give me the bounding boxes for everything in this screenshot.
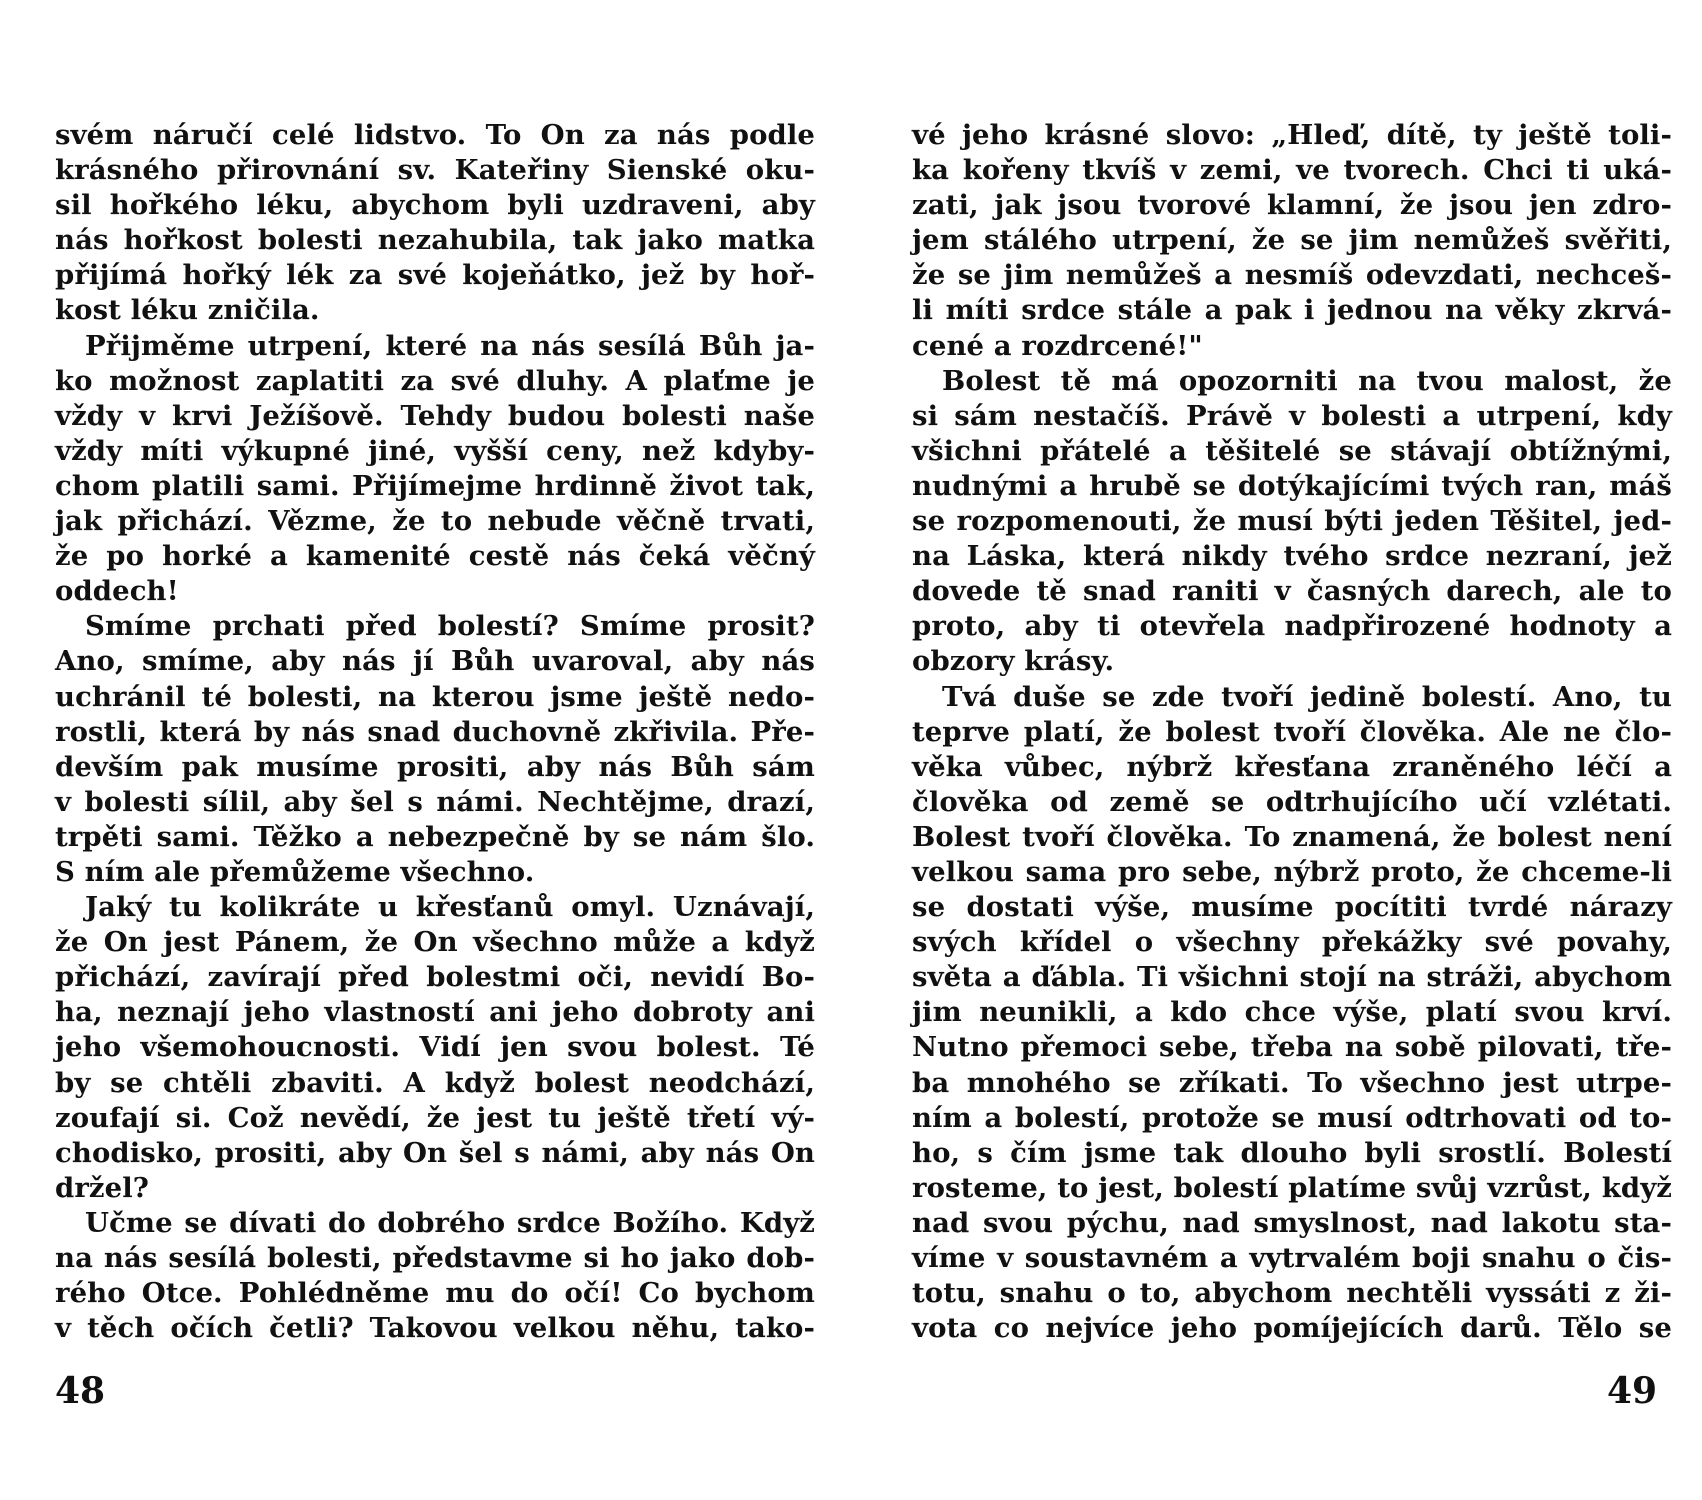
text-line: S ním ale přemůžeme všechno. (55, 855, 535, 888)
text-line: trpěti sami. Těžko a nebezpečně by se nám šlo. (55, 820, 815, 853)
text-line: člověka od země se odtrhujícího učí vzlétati. (912, 785, 1672, 818)
text-line: chodisko, prositi, aby On šel s námi, aby nás On (55, 1136, 815, 1169)
text-line: sil hořkého léku, abychom byli uzdraveni, aby (55, 189, 815, 222)
text-line: rého Otce. Pohlédněme mu do očí! Co bychom (55, 1277, 815, 1310)
text-line: li míti srdce stále a pak i jednou na věky zkrvá- (912, 294, 1672, 327)
text-line: všichni přátelé a těšitelé se stávají obtížnými, (912, 434, 1672, 467)
text-line: ba mnohého se zříkati. To všechno jest utrpe- (912, 1066, 1672, 1099)
text-line: vota co nejvíce jeho pomíjejících darů. Tělo se (912, 1312, 1672, 1345)
text-line: Bolest tvoří člověka. To znamená, že bolest není (912, 820, 1672, 853)
text-line: nudnými a hrubě se dotýkajícími tvých ran, máš (912, 469, 1672, 502)
text-line: svých křídel o všechny překážky své povahy, (912, 926, 1672, 959)
text-line: Přijměme utrpení, které na nás sesílá Bůh ja- (85, 329, 815, 362)
text-line: na Láska, která nikdy tvého srdce nezraní, jež (912, 540, 1672, 573)
text-line: cené a rozdrcené!" (912, 329, 1203, 362)
right-page-number: 49 (1607, 1370, 1658, 1412)
text-line: přijímá hořký lék za své kojeňátko, jež by hoř- (55, 259, 815, 292)
text-line: jeho všemohoucnosti. Vidí jen svou bolest. Té (55, 1031, 815, 1064)
text-line: ko možnost zaplatiti za své dluhy. A plaťme je (55, 364, 815, 397)
text-line: se dostati výše, musíme pocítiti tvrdé nárazy (912, 891, 1672, 924)
text-line: krásného přirovnání sv. Kateřiny Sienské oku- (55, 154, 815, 187)
text-line: svém náručí celé lidstvo. To On za nás podle (55, 119, 815, 151)
right-page-text (912, 118, 1672, 1346)
text-line: ha, neznají jeho vlastností ani jeho dobroty ani (55, 996, 815, 1029)
text-line: by se chtěli zbaviti. A když bolest neodchází, (55, 1066, 815, 1099)
text-line: zati, jak jsou tvorové klamní, že jsou jen zdro- (912, 189, 1672, 222)
text-line: víme v soustavném a vytrvalém boji snahu o čis- (912, 1242, 1672, 1274)
text-line: rosteme, to jest, bolestí platíme svůj vzrůst, když (912, 1171, 1672, 1204)
text-line: ho, s čím jsme tak dlouho byli srostlí. Bolestí (912, 1136, 1672, 1169)
text-line: dovede tě snad raniti v časných darech, ale to (912, 575, 1672, 608)
text-line: věka vůbec, nýbrž křesťana zraněného léčí a (912, 750, 1672, 783)
text-line: nad svou pýchu, nad smyslnost, nad lakotu sta- (912, 1206, 1672, 1239)
text-line: přichází, zavírají před bolestmi oči, nevidí Bo- (55, 961, 815, 994)
text-line: rostli, která by nás snad duchovně zkřivila. Pře- (55, 715, 815, 748)
text-line: Nutno přemoci sebe, třeba na sobě pilovati, tře- (912, 1031, 1672, 1064)
text-line: že On jest Pánem, že On všechno může a když (55, 926, 815, 959)
text-line: Jaký tu kolikráte u křesťanů omyl. Uznávají, (85, 891, 815, 924)
text-line: držel? (55, 1171, 149, 1204)
text-line: si sám nestačíš. Právě v bolesti a utrpení, kdy (912, 399, 1672, 432)
text-line: na nás sesílá bolesti, představme si ho jako dob- (55, 1242, 815, 1274)
text-line: Učme se dívati do dobrého srdce Božího. Když (85, 1206, 815, 1239)
text-line: že po horké a kamenité cestě nás čeká věčný (55, 540, 815, 573)
text-line: velkou sama pro sebe, nýbrž proto, že chceme-li (912, 855, 1672, 888)
text-line: světa a ďábla. Ti všichni stojí na stráži, abychom (912, 961, 1672, 994)
text-line: oddech! (55, 575, 179, 608)
text-line: vždy v krvi Ježíšově. Tehdy budou bolesti naše (55, 399, 815, 432)
left-page (55, 118, 815, 1346)
text-line: Ano, smíme, aby nás jí Bůh uvaroval, aby nás (55, 645, 815, 678)
left-page-number: 48 (55, 1370, 106, 1412)
text-line: totu, snahu o to, abychom nechtěli vyssáti z ži- (912, 1277, 1672, 1310)
text-line: devším pak musíme prositi, aby nás Bůh sám (55, 750, 815, 783)
text-line: uchránil té bolesti, na kterou jsme ještě nedo- (55, 680, 815, 713)
text-line: zoufají si. Což nevědí, že jest tu ještě třetí vý- (55, 1101, 815, 1134)
text-line: proto, aby ti otevřela nadpřirozené hodnoty a (912, 610, 1672, 643)
text-line: vé jeho krásné slovo: „Hleď, dítě, ty ještě toli- (912, 119, 1672, 151)
text-line: jem stálého utrpení, že se jim nemůžeš svěřiti, (912, 224, 1672, 257)
text-line: kost léku zničila. (55, 294, 320, 327)
text-line: jak přichází. Vězme, že to nebude věčně trvati, (55, 505, 815, 538)
left-page-text (55, 118, 815, 1346)
text-line: Bolest tě má opozorniti na tvou malost, že (942, 364, 1672, 397)
text-line: v bolesti sílil, aby šel s námi. Nechtějme, drazí, (55, 785, 815, 818)
text-line: ním a bolestí, protože se musí odtrhovati od to- (912, 1101, 1672, 1134)
right-page (912, 118, 1672, 1346)
text-line: ka kořeny tkvíš v zemi, ve tvorech. Chci ti uká- (912, 154, 1672, 187)
text-line: jim neunikli, a kdo chce výše, platí svou krví. (912, 996, 1672, 1029)
text-line: vždy míti výkupné jiné, vyšší ceny, než kdyby- (55, 434, 815, 467)
text-line: že se jim nemůžeš a nesmíš odevzdati, nechceš- (912, 259, 1672, 292)
text-line: chom platili sami. Přijímejme hrdinně život tak, (55, 469, 815, 502)
text-line: Smíme prchati před bolestí? Smíme prosit? (85, 610, 815, 643)
text-line: nás hořkost bolesti nezahubila, tak jako matka (55, 224, 815, 257)
text-line: teprve platí, že bolest tvoří člověka. Ale ne člo- (912, 715, 1672, 748)
text-line: obzory krásy. (912, 645, 1115, 678)
text-line: Tvá duše se zde tvoří jedině bolestí. Ano, tu (942, 680, 1672, 713)
text-line: v těch očích četli? Takovou velkou něhu, tako- (55, 1312, 815, 1345)
text-line: se rozpomenouti, že musí býti jeden Těšitel, jed- (912, 505, 1672, 538)
